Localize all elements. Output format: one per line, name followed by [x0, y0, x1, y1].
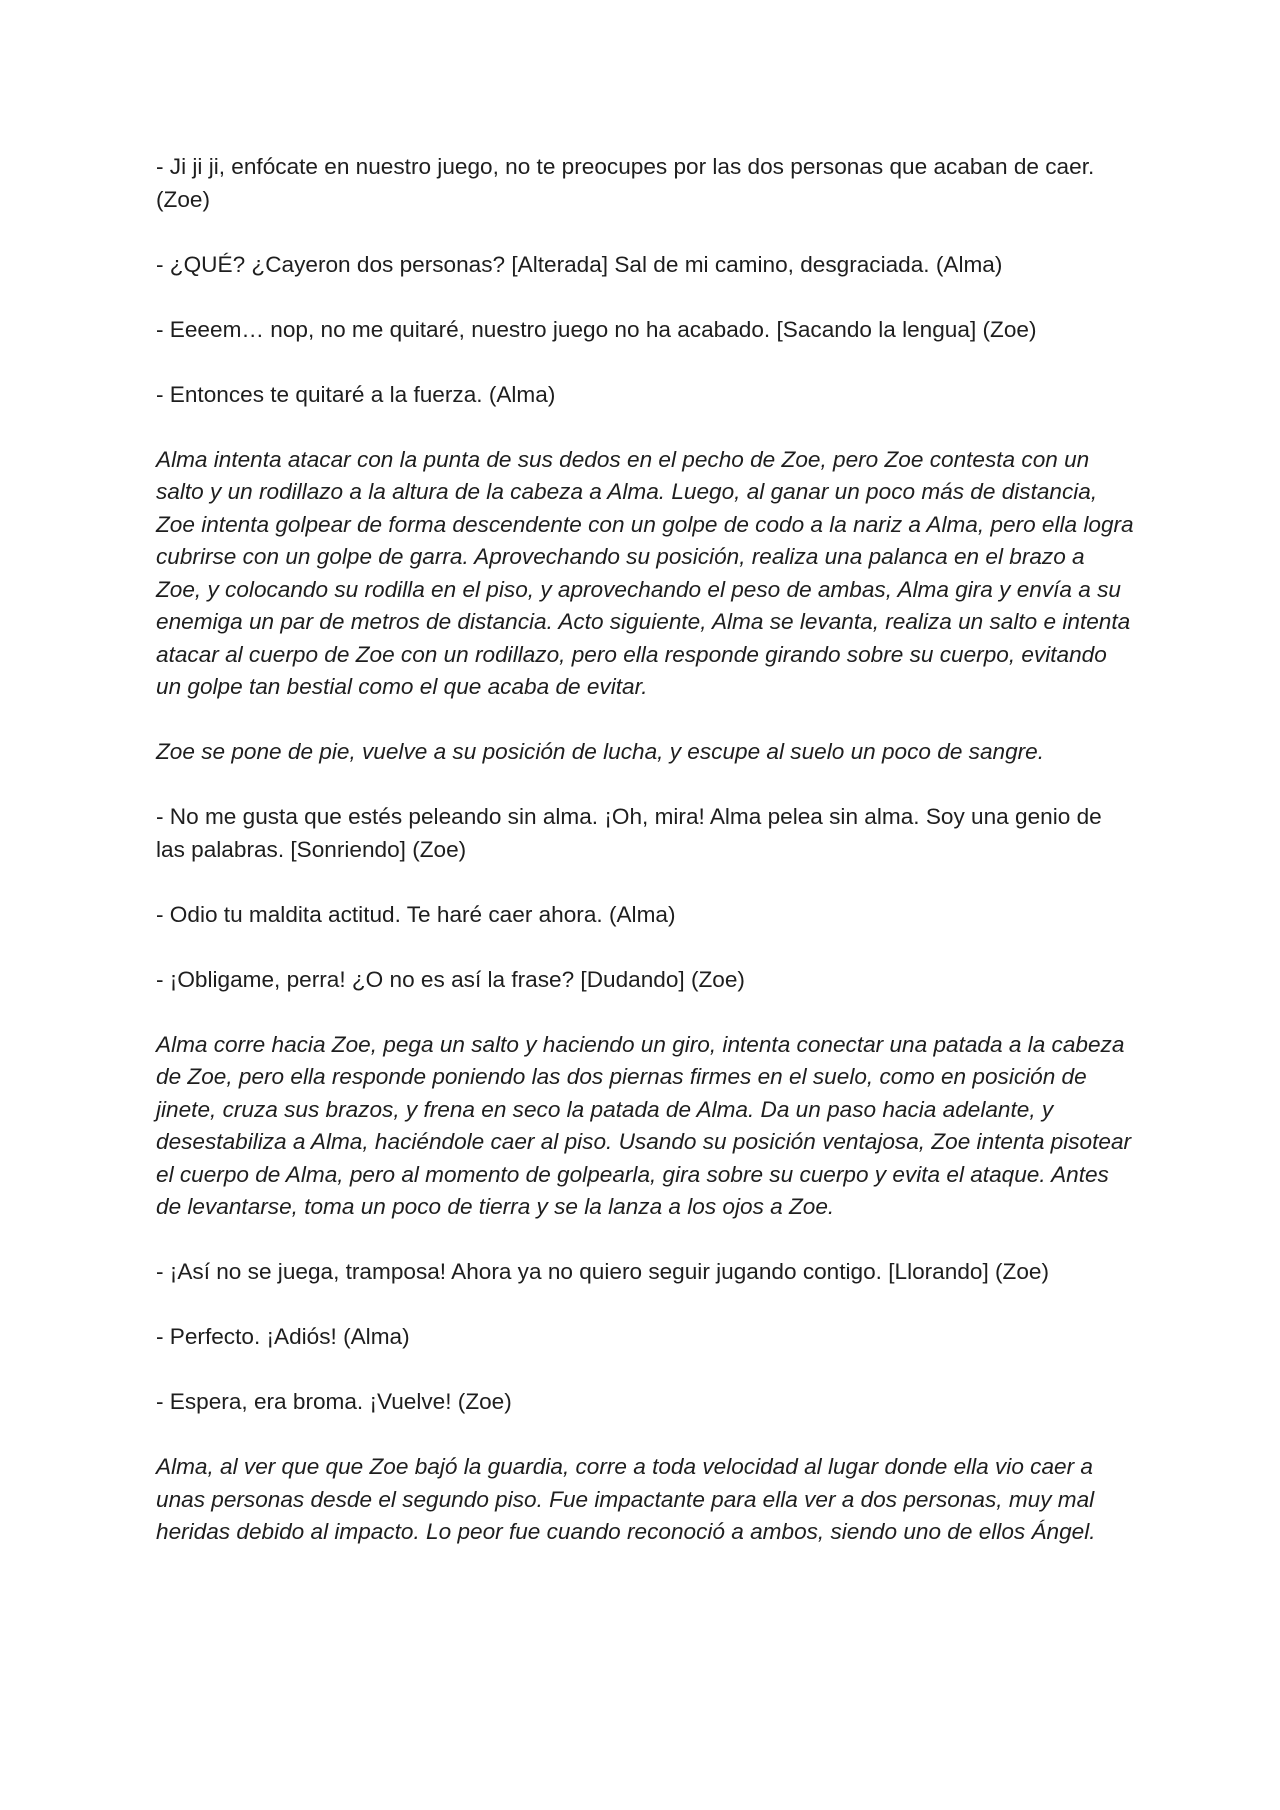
narration-paragraph: Alma corre hacia Zoe, pega un salto y haciendo un giro, intenta conectar una patada a la cabeza de Zoe, pero ella responde poniendo las dos piernas firmes en el suelo, como en posición de jinete, cruza sus brazos, y frena en seco la patada de Alma. Da un paso hacia adelante, y desestabiliza a Alma, haciéndole caer al piso. Usando su posición ventajosa, Zoe intenta pisotear el cuerpo de Alma, pero al momento de golpearla, gira sobre su cuerpo y evita el ataque. Antes de levantarse, toma un poco de tierra y se la lanza a los ojos a Zoe.	[156, 1031, 1132, 1219]
dialogue-paragraph: - Perfecto. ¡Adiós! (Alma)	[156, 1324, 410, 1349]
dialogue-paragraph: - No me gusta que estés peleando sin alma. ¡Oh, mira! Alma pelea sin alma. Soy una genio de las palabras. [Sonriendo] (Zoe)	[156, 804, 1102, 862]
dialogue-paragraph: - ¡Obligame, perra! ¿O no es así la frase? [Dudando] (Zoe)	[156, 966, 745, 992]
dialogue-paragraph: - Eeeem… nop, no me quitaré, nuestro juego no ha acabado. [Sacando la lengua] (Zoe)	[156, 316, 1037, 342]
dialogue-paragraph: - Odio tu maldita actitud. Te haré caer ahora. (Alma)	[156, 901, 676, 927]
dialogue-paragraph: - ¡Así no se juega, tramposa! Ahora ya no quiero seguir jugando contigo. [Llorando] (Zoe)	[156, 1259, 1049, 1284]
document-body	[156, 151, 1136, 1581]
narration-paragraph: Alma intenta atacar con la punta de sus dedos en el pecho de Zoe, pero Zoe contesta con un salto y un rodillazo a la altura de la cabeza a Alma. Luego, al ganar un poco más de distancia, Zoe intenta golpear de forma descendente con un golpe de codo a la nariz a Alma, pero ella logra cubrirse con un golpe de garra. Aprovechando su posición, realiza una palanca en el brazo a Zoe, y colocando su rodilla en el piso, y aprovechando el peso de ambas, Alma gira y envía a su enemiga un par de metros de distancia. Acto siguiente, Alma se levanta, realiza un salto e intenta atacar al cuerpo de Zoe con un rodillazo, pero ella responde girando sobre su cuerpo, evitando un golpe tan bestial como el que acaba de evitar.	[156, 446, 1134, 699]
narration-paragraph: Alma, al ver que que Zoe bajó la guardia, corre a toda velocidad al lugar donde ella vio caer a unas personas desde el segundo piso. Fue impactante para ella ver a dos personas, muy mal heridas debido al impacto. Lo peor fue cuando reconoció a ambos, siendo uno de ellos Ángel.	[156, 1454, 1096, 1544]
dialogue-paragraph: - Espera, era broma. ¡Vuelve! (Zoe)	[156, 1389, 512, 1414]
dialogue-paragraph: - ¿QUÉ? ¿Cayeron dos personas? [Alterada] Sal de mi camino, desgraciada. (Alma)	[156, 251, 1003, 277]
dialogue-paragraph: - Entonces te quitaré a la fuerza. (Alma)	[156, 381, 556, 407]
narration-paragraph: Zoe se pone de pie, vuelve a su posición de lucha, y escupe al suelo un poco de sangre.	[156, 739, 1045, 764]
dialogue-paragraph: - Ji ji ji, enfócate en nuestro juego, no te preocupes por las dos personas que acaban de caer. (Zoe)	[156, 154, 1095, 212]
